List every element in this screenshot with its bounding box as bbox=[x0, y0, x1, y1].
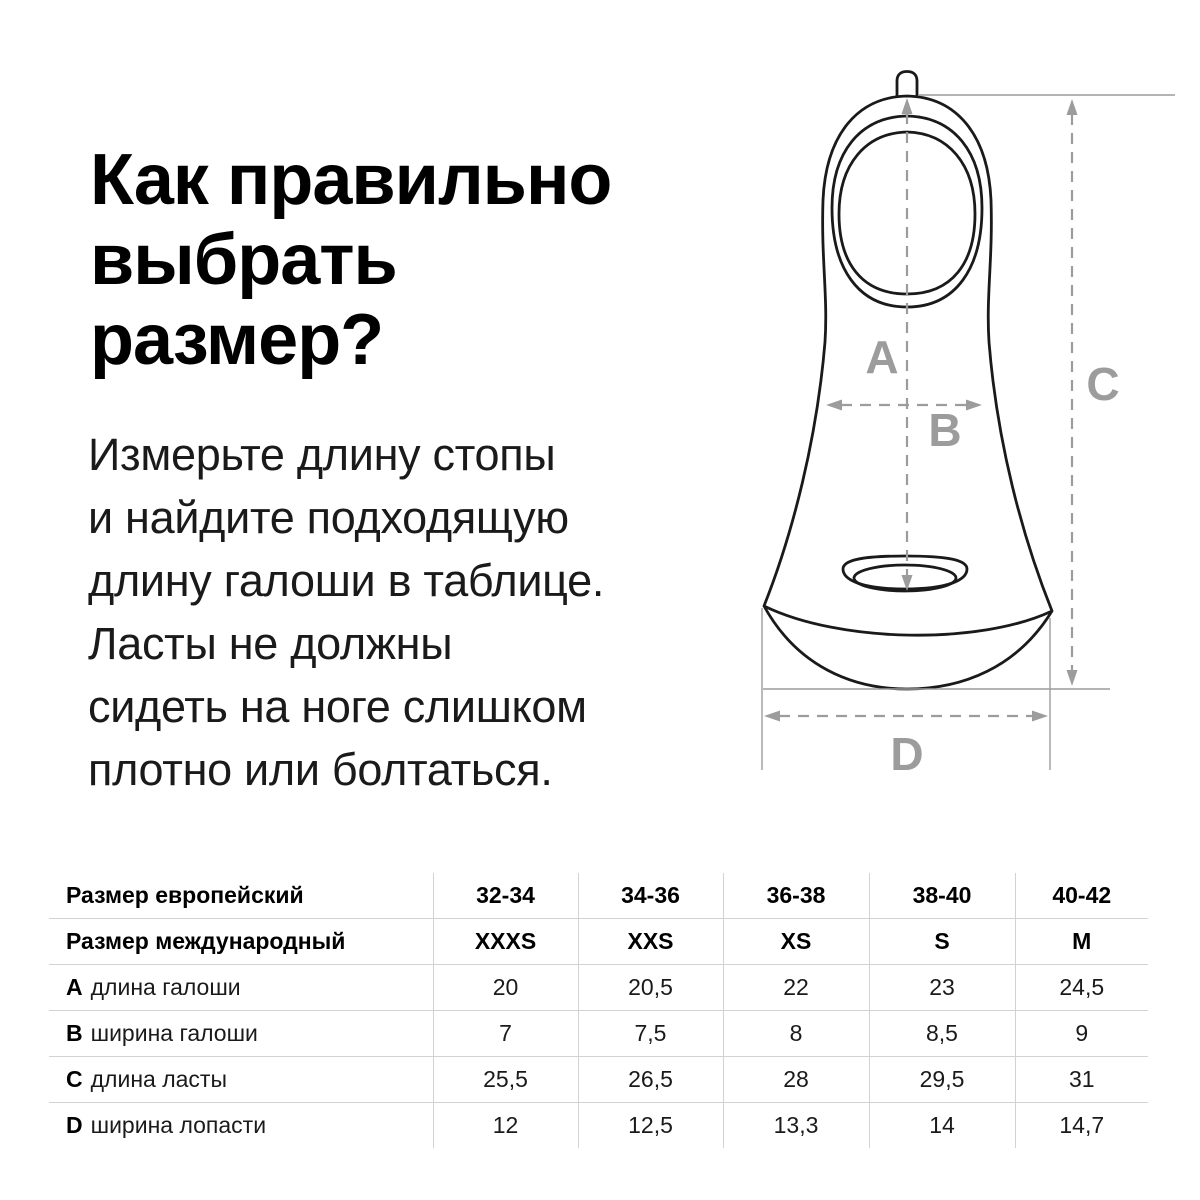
description-line: Ласты не должны bbox=[88, 618, 453, 669]
arrow-c-up bbox=[1067, 99, 1078, 115]
title-line-1: Как правильно bbox=[90, 140, 612, 220]
table-cell: 20,5 bbox=[578, 965, 723, 1011]
arrow-d-left bbox=[764, 711, 780, 722]
row-label bbox=[49, 1103, 433, 1149]
table-row-c-fin-length bbox=[49, 1057, 1148, 1103]
table-cell: 14,7 bbox=[1015, 1103, 1148, 1149]
arrow-c-down bbox=[1067, 670, 1078, 686]
label-a: A bbox=[865, 331, 899, 383]
row-label bbox=[49, 1011, 433, 1057]
table-row-a-length bbox=[49, 965, 1148, 1011]
title-line-2: выбрать bbox=[90, 220, 397, 300]
size-table bbox=[49, 873, 1148, 1148]
table-cell: S bbox=[869, 919, 1015, 965]
label-b: B bbox=[928, 404, 962, 456]
description-line: длину галоши в таблице. bbox=[88, 555, 605, 606]
description-line: и найдите подходящую bbox=[88, 492, 569, 543]
table-cell: 7,5 bbox=[578, 1011, 723, 1057]
table-cell: 20 bbox=[433, 965, 578, 1011]
table-cell: 29,5 bbox=[869, 1057, 1015, 1103]
description-line: сидеть на ноге слишком bbox=[88, 681, 587, 732]
table-cell: 9 bbox=[1015, 1011, 1148, 1057]
table-cell: 12 bbox=[433, 1103, 578, 1149]
table-cell: 36-38 bbox=[723, 873, 869, 919]
row-prefix: A bbox=[66, 974, 83, 1000]
table-cell: XXXS bbox=[433, 919, 578, 965]
table-cell: 14 bbox=[869, 1103, 1015, 1149]
table-cell: M bbox=[1015, 919, 1148, 965]
table-cell: 13,3 bbox=[723, 1103, 869, 1149]
table-cell: 28 bbox=[723, 1057, 869, 1103]
table-row-b-width bbox=[49, 1011, 1148, 1057]
table-cell: XS bbox=[723, 919, 869, 965]
table-cell: 7 bbox=[433, 1011, 578, 1057]
title-line-3: размер? bbox=[90, 300, 384, 380]
table-cell: XXS bbox=[578, 919, 723, 965]
table-cell: 34-36 bbox=[578, 873, 723, 919]
table-cell: 25,5 bbox=[433, 1057, 578, 1103]
table-cell: 38-40 bbox=[869, 873, 1015, 919]
row-label-text: Размер международный bbox=[66, 928, 346, 954]
fin-silhouette bbox=[764, 96, 1052, 689]
row-label bbox=[49, 919, 433, 965]
table-cell: 26,5 bbox=[578, 1057, 723, 1103]
description-line: плотно или болтаться. bbox=[88, 744, 553, 795]
label-d: D bbox=[890, 728, 924, 780]
table-row-d-blade-width bbox=[49, 1103, 1148, 1149]
table-row-intl-size bbox=[49, 919, 1148, 965]
table-cell: 40-42 bbox=[1015, 873, 1148, 919]
row-prefix: D bbox=[66, 1112, 83, 1138]
row-prefix: B bbox=[66, 1020, 83, 1046]
row-label bbox=[49, 965, 433, 1011]
row-label bbox=[49, 1057, 433, 1103]
arrow-d-right bbox=[1032, 711, 1048, 722]
table-cell: 8,5 bbox=[869, 1011, 1015, 1057]
table-cell: 22 bbox=[723, 965, 869, 1011]
fin-measurement-diagram bbox=[700, 50, 1200, 790]
table-cell: 24,5 bbox=[1015, 965, 1148, 1011]
fin-top-tab bbox=[897, 72, 917, 98]
row-label-text: Размер европейский bbox=[66, 882, 304, 908]
row-prefix: C bbox=[66, 1066, 83, 1092]
description-line: Измерьте длину стопы bbox=[88, 429, 556, 480]
row-label-text: длина ласты bbox=[90, 1066, 227, 1092]
table-cell: 32-34 bbox=[433, 873, 578, 919]
row-label-text: длина галоши bbox=[90, 974, 241, 1000]
row-label-text: ширина галоши bbox=[90, 1020, 258, 1046]
page-title bbox=[90, 140, 611, 380]
table-cell: 12,5 bbox=[578, 1103, 723, 1149]
table-cell: 23 bbox=[869, 965, 1015, 1011]
table-cell: 31 bbox=[1015, 1057, 1148, 1103]
description-text bbox=[88, 423, 604, 801]
label-c: C bbox=[1086, 358, 1120, 410]
table-cell: 8 bbox=[723, 1011, 869, 1057]
row-label-text: ширина лопасти bbox=[90, 1112, 267, 1138]
table-row-eu-size bbox=[49, 873, 1148, 919]
row-label bbox=[49, 873, 433, 919]
